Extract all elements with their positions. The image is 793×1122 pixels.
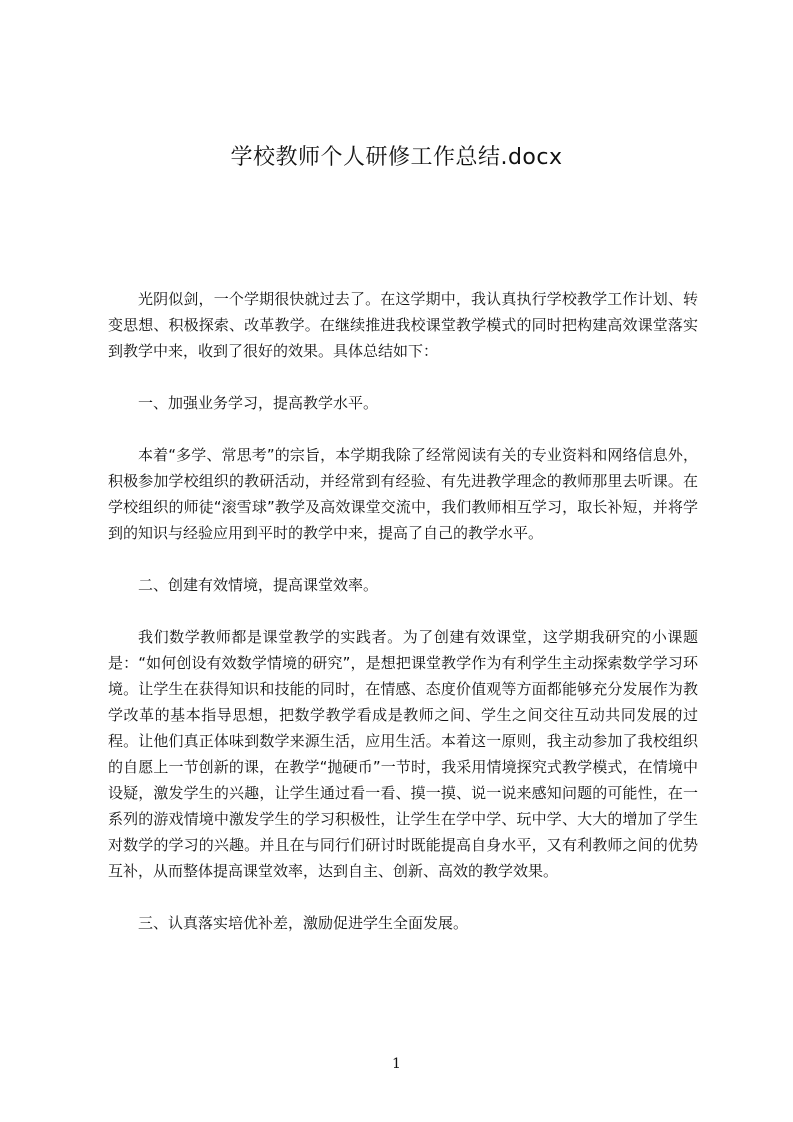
intro-paragraph: 光阴似剑，一个学期很快就过去了。在这学期中，我认真执行学校教学工作计划、转变思想、积极探索、改革教学。在继续推进我校课堂教学模式的同时把构建高效课堂落实到教学中来，收到了很好的效果。具体总结如下：	[108, 290, 698, 360]
document-body	[108, 286, 698, 936]
page-number: 1	[392, 1056, 401, 1072]
section-1-paragraph: 本着“多学、常思考”的宗旨，本学期我除了经常阅读有关的专业资料和网络信息外，积极参加学校组织的教研活动，并经常到有经验、有先进教学理念的教师那里去听课。在学校组织的师徒“滚雪球”教学及高效课堂交流中，我们教师相互学习，取长补短，并将学到的知识与经验应用到平时的教学中来，提高了自己的教学水平。	[108, 446, 698, 542]
section-heading-3: 三、认真落实培优补差，激励促进学生全面发展。	[138, 914, 469, 932]
section-2-paragraph: 我们数学教师都是课堂教学的实践者。为了创建有效课堂，这学期我研究的小课题是：“如何创设有效数学情境的研究”，是想把课堂教学作为有利学生主动探索数学学习环境。让学生在获得知识和技能的同时，在情感、态度价值观等方面都能够充分发展作为教学改革的基本指导思想，把数学教学看成是教师之间、学生之间交往互动共同发展的过程。让他们真正体味到数学来源生活，应用生活。本着这一原则，我主动参加了我校组织的自愿上一节创新的课，在教学“抛硬币”一节时，我采用情境探究式教学模式，在情境中设疑，激发学生的兴趣，让学生通过看一看、摸一摸、说一说来感知问题的可能性，在一系列的游戏情境中激发学生的学习积极性，让学生在学中学、玩中学、大大的增加了学生对数学的学习的兴趣。并且在与同行们研讨时既能提高自身水平，又有利教师之间的优势互补，从而整体提高课堂效率，达到自主、创新、高效的教学效果。	[108, 628, 698, 880]
document-title: 学校教师个人研修工作总结.docx	[230, 145, 563, 170]
section-heading-2: 二、创建有效情境，提高课堂效率。	[138, 576, 379, 594]
section-heading-1: 一、加强业务学习，提高教学水平。	[138, 394, 379, 412]
